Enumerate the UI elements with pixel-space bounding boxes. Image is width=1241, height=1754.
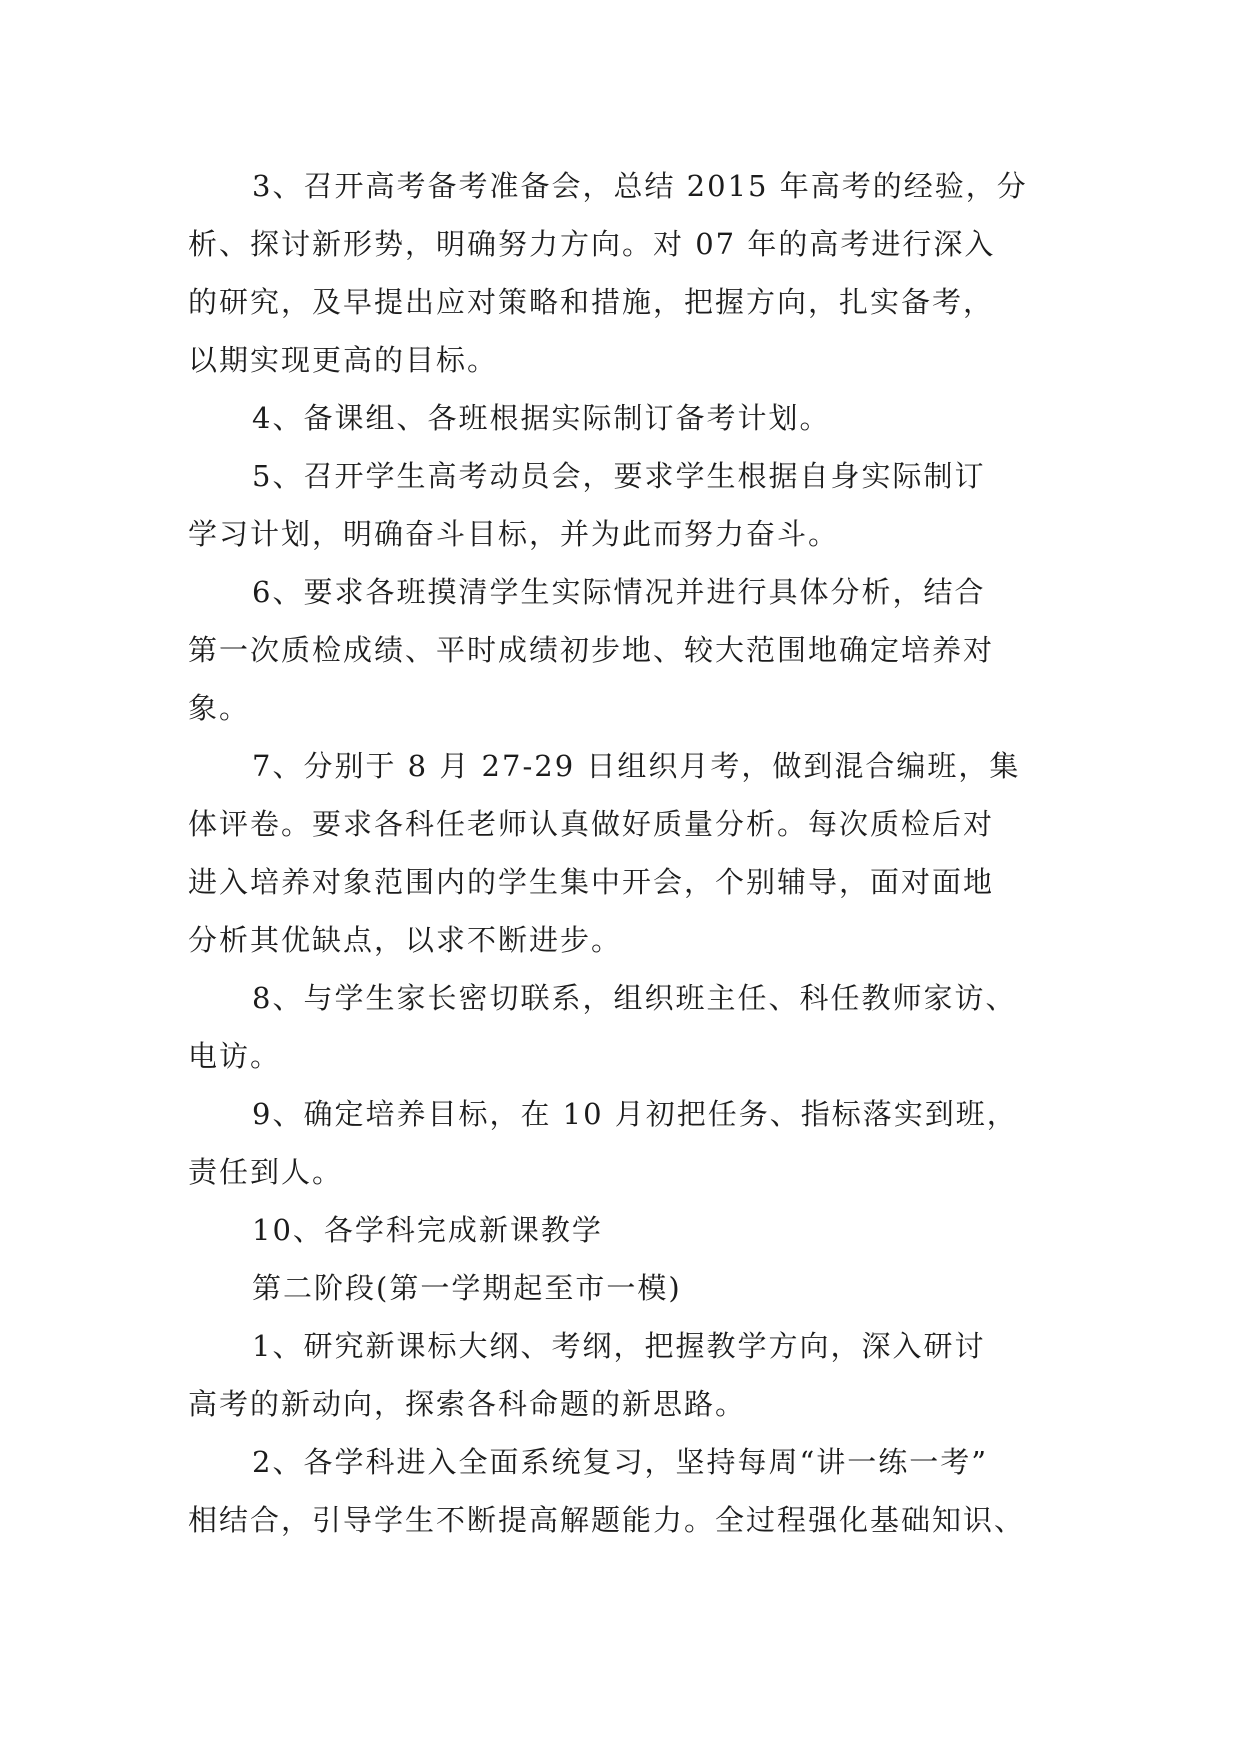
section-heading: 第二阶段(第一学期起至市一模) (252, 1271, 682, 1305)
text-line: 5、召开学生高考动员会，要求学生根据自身实际制订 (252, 459, 986, 493)
text-line: 体评卷。要求各科任老师认真做好质量分析。每次质检后对 (188, 807, 995, 841)
text-line: 责任到人。 (188, 1155, 344, 1189)
text-line: 8、与学生家长密切联系，组织班主任、科任教师家访、 (252, 981, 1017, 1015)
text-line: 高考的新动向，探索各科命题的新思路。 (188, 1387, 747, 1421)
text-line: 学习计划，明确奋斗目标，并为此而努力奋斗。 (188, 517, 840, 551)
text-line: 以期实现更高的目标。 (188, 343, 499, 377)
text-line: 3、召开高考备考准备会，总结 2015 年高考的经验，分 (252, 169, 1028, 203)
text-line: 2、各学科进入全面系统复习，坚持每周“讲一练一考” (252, 1445, 989, 1479)
text-line: 析、探讨新形势，明确努力方向。对 07 年的高考进行深入 (188, 227, 996, 261)
text-line: 分析其优缺点，以求不断进步。 (188, 923, 623, 957)
text-line: 电访。 (188, 1039, 282, 1073)
text-line: 第一次质检成绩、平时成绩初步地、较大范围地确定培养对 (188, 633, 995, 667)
text-line: 相结合，引导学生不断提高解题能力。全过程强化基础知识、 (188, 1503, 1026, 1537)
text-line: 1、研究新课标大纲、考纲，把握教学方向，深入研讨 (252, 1329, 986, 1363)
text-line: 10、各学科完成新课教学 (252, 1213, 603, 1247)
text-line: 6、要求各班摸清学生实际情况并进行具体分析，结合 (252, 575, 986, 609)
text-line: 7、分别于 8 月 27-29 日组织月考，做到混合编班，集 (252, 749, 1021, 783)
text-line: 4、备课组、各班根据实际制订备考计划。 (252, 401, 831, 435)
text-line: 象。 (188, 691, 251, 725)
text-line: 的研究，及早提出应对策略和措施，把握方向，扎实备考， (188, 285, 995, 319)
text-line: 进入培养对象范围内的学生集中开会，个别辅导，面对面地 (188, 865, 995, 899)
text-line: 9、确定培养目标，在 10 月初把任务、指标落实到班， (252, 1097, 1018, 1131)
